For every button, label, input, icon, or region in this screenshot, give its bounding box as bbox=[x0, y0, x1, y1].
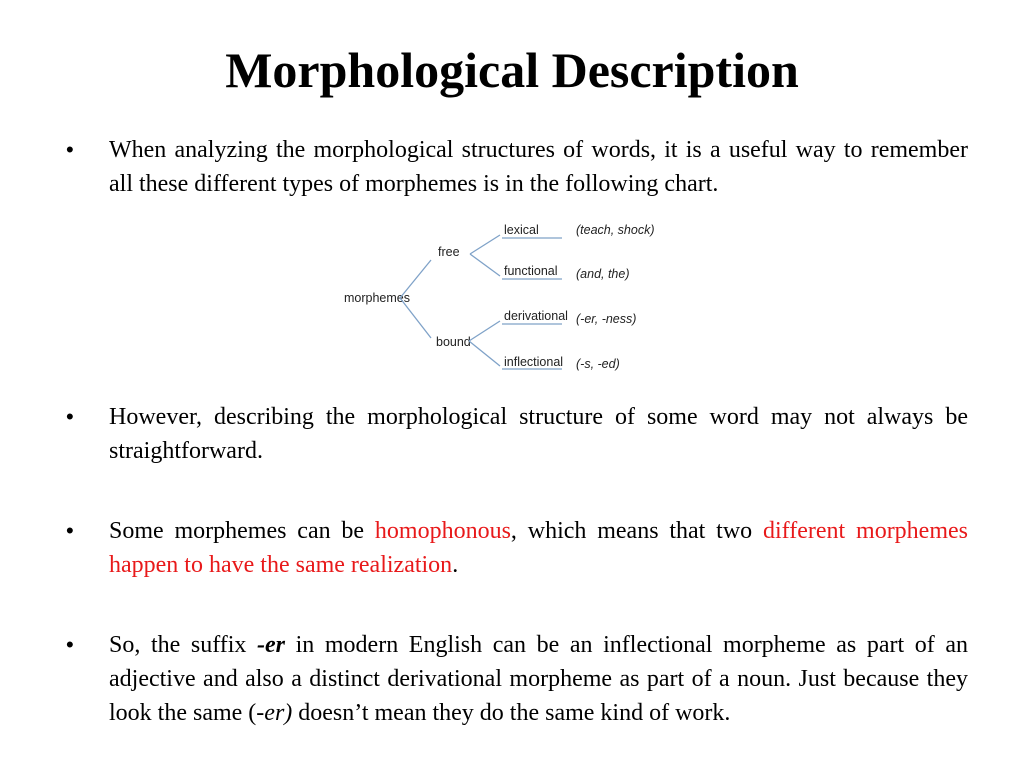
suffix-er-italic: -er) bbox=[256, 700, 293, 726]
node-derivational: derivational bbox=[504, 309, 568, 323]
text-run: So, the suffix bbox=[109, 632, 258, 658]
branch-line bbox=[470, 254, 500, 276]
branch-line bbox=[400, 260, 431, 298]
bullet-text: When analyzing the morphological structures of words, it is a useful way to remember all these different types of morphemes is in the following chart. bbox=[109, 137, 968, 197]
text-run: , which means that two bbox=[510, 518, 764, 544]
node-morphemes: morphemes bbox=[344, 291, 410, 305]
example-derivational: (-er, -ness) bbox=[576, 312, 637, 326]
suffix-er: -er bbox=[257, 632, 286, 658]
text-run: . bbox=[452, 552, 459, 578]
text-run: in modern English can be an inflectional morpheme as part of an adjective and also a distinct derivational morpheme as part of a noun. Just because they look the same ( bbox=[109, 632, 968, 726]
bullet-marker: • bbox=[66, 632, 74, 657]
example-lexical: (teach, shock) bbox=[576, 223, 655, 237]
bullet-item-3 bbox=[66, 514, 968, 582]
node-inflectional: inflectional bbox=[504, 355, 564, 369]
highlight-definition: different morphemes happen to have the same realization bbox=[109, 518, 968, 578]
bullet-marker: • bbox=[66, 137, 74, 162]
bullet-marker: • bbox=[66, 518, 74, 543]
branch-line bbox=[400, 298, 431, 338]
bullet-text bbox=[109, 514, 968, 582]
highlight-homophonous: homophonous bbox=[374, 518, 511, 544]
node-free: free bbox=[438, 245, 460, 259]
branch-line bbox=[469, 321, 500, 341]
example-inflectional: (-s, -ed) bbox=[576, 357, 620, 371]
branch-line bbox=[469, 341, 500, 366]
bullet-text bbox=[109, 628, 968, 730]
bullet-item-2 bbox=[66, 400, 968, 468]
branch-line bbox=[470, 235, 500, 254]
text-run: doesn’t mean they do the same kind of work. bbox=[292, 700, 731, 726]
bullet-item-4 bbox=[66, 628, 968, 730]
node-lexical: lexical bbox=[504, 223, 539, 237]
slide-title: Morphological Description bbox=[225, 42, 799, 98]
text-run: Some morphemes can be bbox=[109, 518, 375, 544]
node-bound: bound bbox=[436, 335, 471, 349]
bullet-marker: • bbox=[66, 404, 74, 429]
bullet-item-1 bbox=[66, 133, 968, 201]
morpheme-tree-diagram bbox=[330, 210, 660, 385]
node-functional: functional bbox=[504, 264, 558, 278]
example-functional: (and, the) bbox=[576, 267, 630, 281]
bullet-text: However, describing the morphological structure of some word may not always be straightforward. bbox=[109, 404, 968, 464]
